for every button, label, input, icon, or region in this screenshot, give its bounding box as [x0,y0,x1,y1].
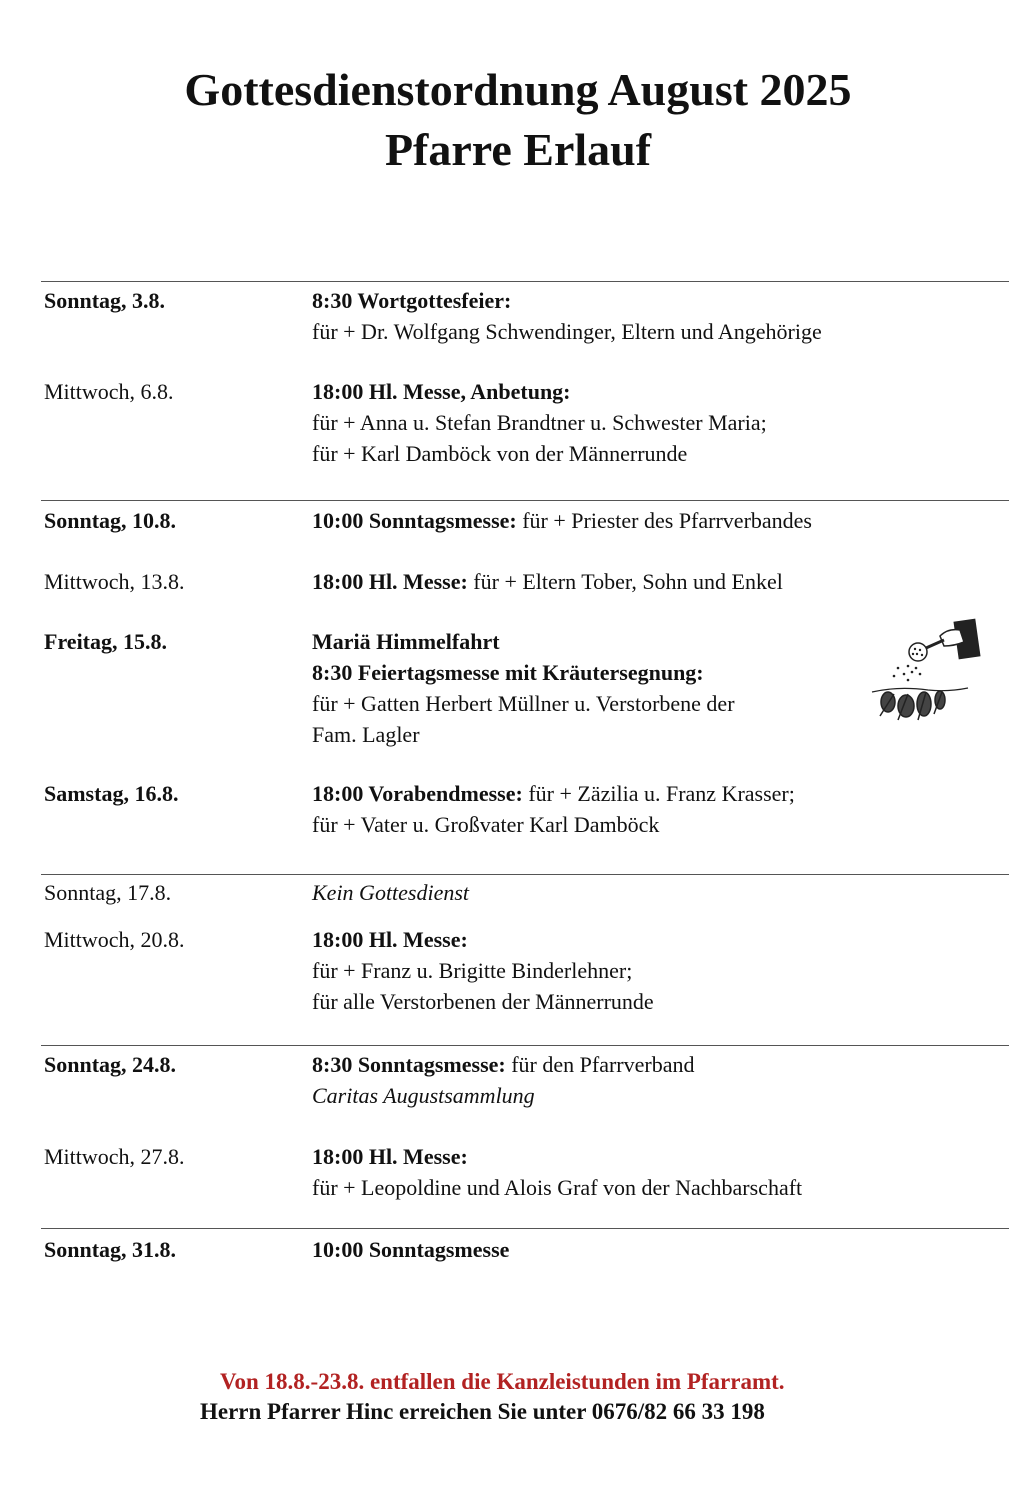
schedule-time: 18:00 Vorabendmesse: [312,781,523,806]
schedule-description [312,877,1012,908]
schedule-time: 18:00 Hl. Messe: [312,569,468,594]
office-closure-notice: Von 18.8.-23.8. entfallen die Kanzleistunden im Pfarramt. [220,1369,785,1394]
schedule-time: 18:00 Hl. Messe, Anbetung: [312,379,571,404]
schedule-description [312,924,1012,1017]
schedule-day: Sonntag, 17.8. [44,880,172,905]
divider [41,281,1009,282]
schedule-note: Kein Gottesdienst [312,880,470,905]
schedule-intention: für + Franz u. Brigitte Binderlehner; [312,958,633,983]
schedule-time: 10:00 Sonntagsmesse [312,1237,510,1262]
schedule-description [312,566,1012,597]
schedule-intention: für + Eltern Tober, Sohn und Enkel [467,569,783,594]
schedule-description [312,1049,1012,1111]
schedule-day: Mittwoch, 20.8. [44,927,185,952]
schedule-description [312,1234,1012,1265]
schedule-day: Mittwoch, 13.8. [44,569,185,594]
schedule-day: Sonntag, 3.8. [44,288,166,313]
schedule-description [312,505,1012,536]
schedule-description [312,376,1012,469]
schedule-intention: für + Priester des Pfarrverbandes [516,508,812,533]
schedule-day: Sonntag, 24.8. [44,1052,177,1077]
schedule-time: 8:30 Feiertagsmesse mit Kräutersegnung: [312,660,704,685]
schedule-intention: für + Karl Damböck von der Männerrunde [312,441,688,466]
herb-blessing-illustration [868,616,988,726]
schedule-time: 8:30 Wortgottesfeier: [312,288,512,313]
page-title: Gottesdienstordnung August 2025 [184,64,852,115]
schedule-day: Samstag, 16.8. [44,781,179,806]
schedule-time: 18:00 Hl. Messe: [312,1144,468,1169]
divider [41,500,1009,501]
schedule-intention: für den Pfarrverband [505,1052,695,1077]
schedule-day: Mittwoch, 27.8. [44,1144,185,1169]
schedule-time: 18:00 Hl. Messe: [312,927,468,952]
schedule-intention: für + Leopoldine und Alois Graf von der Nachbarschaft [312,1175,803,1200]
schedule-intention: für + Dr. Wolfgang Schwendinger, Eltern und Angehörige [312,319,822,344]
schedule-note: Caritas Augustsammlung [312,1083,535,1108]
schedule-time: 8:30 Sonntagsmesse: [312,1052,506,1077]
schedule-intention: Fam. Lagler [312,722,420,747]
divider [41,1045,1009,1046]
schedule-description [312,285,1012,347]
schedule-intention: für + Zäzilia u. Franz Krasser; [522,781,795,806]
schedule-intention: für + Gatten Herbert Müllner u. Verstorbene der [312,691,735,716]
schedule-intention: für alle Verstorbenen der Männerrunde [312,989,654,1014]
page-subtitle: Pfarre Erlauf [384,124,652,175]
contact-notice: Herrn Pfarrer Hinc erreichen Sie unter 0676/82 66 33 198 [200,1399,765,1424]
feast-name: Mariä Himmelfahrt [312,629,500,654]
schedule-day: Sonntag, 10.8. [44,508,177,533]
schedule-intention: für + Vater u. Großvater Karl Damböck [312,812,660,837]
schedule-description [312,778,1012,840]
schedule-day: Sonntag, 31.8. [44,1237,177,1262]
schedule-description [312,1141,1012,1203]
schedule-intention: für + Anna u. Stefan Brandtner u. Schwester Maria; [312,410,767,435]
schedule-day: Mittwoch, 6.8. [44,379,174,404]
divider [41,874,1009,875]
divider [41,1228,1009,1229]
schedule-time: 10:00 Sonntagsmesse: [312,508,517,533]
schedule-day: Freitag, 15.8. [44,629,168,654]
